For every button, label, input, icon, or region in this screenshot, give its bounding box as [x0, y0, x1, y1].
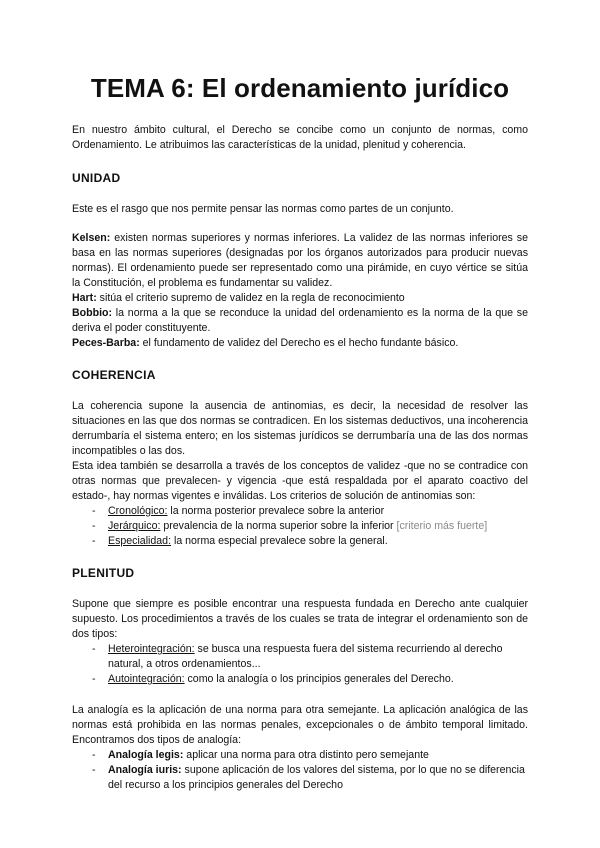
criterio-text: la norma especial prevalece sobre la general. — [171, 535, 388, 547]
antinomias-list — [72, 504, 528, 549]
criterio-text: la norma posterior prevalece sobre la anterior — [167, 505, 385, 517]
integracion-label: Heterointegración: — [108, 643, 195, 655]
coherencia-paragraph-1: La coherencia supone la ausencia de antinomias, es decir, la necesidad de resolver las situaciones en las que dos normas se contradicen. En los sistemas deductivos, una incoherencia derrumbaría el sistema entero; en los sistemas jurídicos se derrumbaría una de las dos normas incompatibles o las dos. — [72, 400, 528, 457]
dash-bullet: - — [92, 749, 96, 761]
kelsen-paragraph — [72, 231, 528, 291]
dash-bullet: - — [92, 643, 96, 655]
page-title: TEMA 6: El ordenamiento jurídico — [90, 73, 510, 103]
peces-barba-text: el fundamento de validez del Derecho es el hecho fundante básico. — [139, 337, 459, 349]
integracion-label: Autointegración: — [108, 673, 185, 685]
list-item — [72, 763, 528, 793]
hart-paragraph — [72, 291, 528, 306]
kelsen-label: Kelsen: — [72, 232, 111, 244]
criterio-label: Cronológico: — [108, 505, 168, 517]
hart-text: sitúa el criterio supremo de validez en la regla de reconocimiento — [96, 292, 405, 304]
heading-coherencia: COHERENCIA — [72, 368, 156, 382]
plenitud-paragraph-2: La analogía es la aplicación de una norma para otra semejante. La aplicación analógica de las normas está prohibida en las normas penales, excepcionales o de ámbito temporal limitado. Encontramos dos tipos de analogía: — [72, 704, 528, 746]
analogia-list — [72, 748, 528, 793]
list-item — [72, 642, 528, 672]
bobbio-text: la norma a la que se reconduce la unidad del ordenamiento es la norma de la que se deriva el poder constituyente. — [72, 307, 528, 334]
dash-bullet: - — [92, 520, 96, 532]
list-item — [72, 534, 528, 549]
intro-paragraph: En nuestro ámbito cultural, el Derecho se concibe como un conjunto de normas, como Ordenamiento. Le atribuimos las características de la unidad, plenitud y coherencia. — [72, 124, 528, 151]
heading-plenitud: PLENITUD — [72, 566, 135, 580]
criterio-label: Jerárquico: — [108, 520, 161, 532]
analogia-text: supone aplicación de los valores del sistema, por lo que no se diferencia del recurso a los principios generales del Derecho — [108, 764, 525, 791]
integracion-text: como la analogía o los principios generales del Derecho. — [184, 673, 454, 685]
bobbio-paragraph — [72, 306, 528, 336]
list-item — [72, 504, 528, 519]
dash-bullet: - — [92, 505, 96, 517]
dash-bullet: - — [92, 764, 96, 776]
integracion-text: se busca una respuesta fuera del sistema recurriendo al derecho natural, a otros ordenamientos... — [108, 643, 503, 670]
document-page — [72, 70, 528, 793]
analogia-label: Analogía iuris: — [108, 764, 182, 776]
bobbio-label: Bobbio: — [72, 307, 113, 319]
analogia-text: aplicar una norma para otra distinto pero semejante — [183, 749, 429, 761]
coherencia-paragraph-2: Esta idea también se desarrolla a través de los conceptos de validez -que no se contradice con otras normas que prevalecen- y vigencia -que está respaldada por el aparato coactivo del estado-, hay normas vigentes e inválidas. Los criterios de solución de antinomias son: — [72, 460, 528, 502]
peces-barba-label: Peces-Barba: — [72, 337, 140, 349]
criterio-label: Especialidad: — [108, 535, 172, 547]
peces-barba-paragraph — [72, 336, 528, 351]
dash-bullet: - — [92, 535, 96, 547]
list-item — [72, 672, 528, 687]
unidad-paragraph: Este es el rasgo que nos permite pensar las normas como partes de un conjunto. — [72, 203, 454, 215]
plenitud-paragraph-1: Supone que siempre es posible encontrar una respuesta fundada en Derecho ante cualquier supuesto. Los procedimientos a través de los cuales se trata de integrar el ordenamiento son de dos tipos: — [72, 598, 528, 640]
list-item — [72, 748, 528, 763]
criterio-note: [criterio más fuerte] — [396, 520, 488, 532]
criterio-text: prevalencia de la norma superior sobre la inferior — [160, 520, 397, 532]
hart-label: Hart: — [72, 292, 97, 304]
analogia-label: Analogía legis: — [108, 749, 184, 761]
dash-bullet: - — [92, 673, 96, 685]
kelsen-text: existen normas superiores y normas inferiores. La validez de las normas inferiores se basa en las normas superiores (designadas por los órganos autorizados para producir nuevas normas). El ordenamiento puede ser representado como una pirámide, en cuyo vértice se sitúa la Constitución, el problema es fundamentar su validez. — [72, 232, 528, 289]
list-item — [72, 519, 528, 534]
integracion-list — [72, 642, 528, 687]
heading-unidad: UNIDAD — [72, 171, 121, 185]
